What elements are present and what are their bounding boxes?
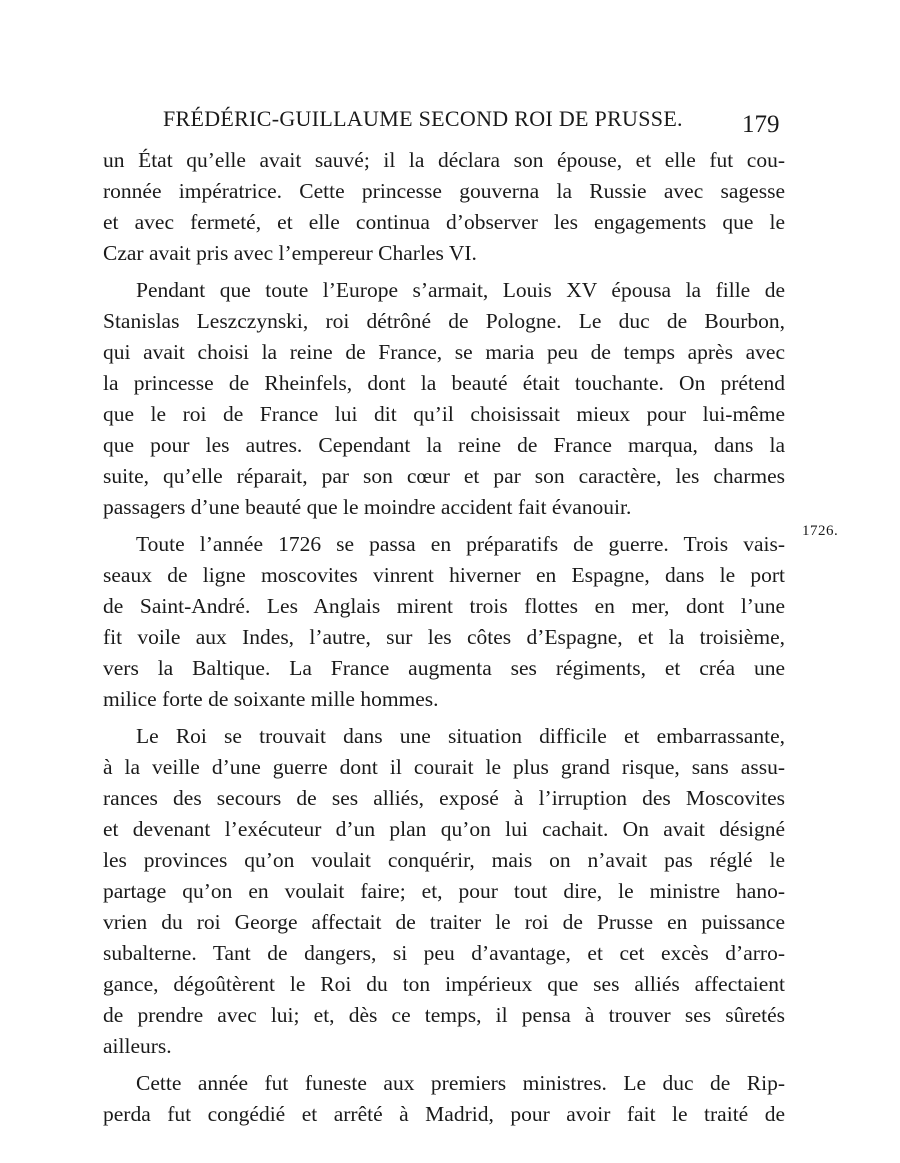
body-text	[103, 145, 785, 1136]
text-line: suite, qu’elle réparait, par son cœur et par son caractère, les charmes	[103, 464, 785, 488]
text-line: que le roi de France lui dit qu’il choisissait mieux pour lui-même	[103, 402, 785, 426]
text-line: vrien du roi George affectait de traiter le roi de Prusse en puissance	[103, 910, 785, 934]
text-line: et devenant l’exécuteur d’un plan qu’on lui cachait. On avait désigné	[103, 817, 785, 841]
paragraph	[103, 529, 785, 715]
text-line: Toute l’année 1726 se passa en préparatifs de guerre. Trois vais-	[136, 532, 785, 556]
text-line: perda fut congédié et arrêté à Madrid, pour avoir fait le traité de	[103, 1102, 785, 1126]
text-line: rances des secours de ses alliés, exposé à l’irruption des Moscovites	[103, 786, 785, 810]
running-title: FRÉDÉRIC-GUILLAUME SECOND ROI DE PRUSSE.	[163, 106, 683, 131]
text-line: que pour les autres. Cependant la reine de France marqua, dans la	[103, 433, 785, 457]
page-number: 179	[742, 111, 780, 138]
text-line: vers la Baltique. La France augmenta ses régiments, et créa une	[103, 656, 785, 680]
text-line: les provinces qu’on voulait conquérir, mais on n’avait pas réglé le	[103, 848, 785, 872]
text-line: Pendant que toute l’Europe s’armait, Louis XV épousa la fille de	[136, 278, 785, 302]
paragraph	[103, 145, 785, 269]
margin-note-year: 1726.	[802, 523, 839, 539]
text-line: Cette année fut funeste aux premiers ministres. Le duc de Rip-	[136, 1071, 785, 1095]
text-line: Czar avait pris avec l’empereur Charles VI.	[103, 241, 477, 265]
text-line: seaux de ligne moscovites vinrent hiverner en Espagne, dans le port	[103, 563, 785, 587]
text-line: de Saint-André. Les Anglais mirent trois flottes en mer, dont l’une	[103, 594, 785, 618]
text-line: de prendre avec lui; et, dès ce temps, il pensa à trouver ses sûretés	[103, 1003, 785, 1027]
text-line: Le Roi se trouvait dans une situation difficile et embarrassante,	[136, 724, 785, 748]
text-line: un État qu’elle avait sauvé; il la déclara son épouse, et elle fut cou-	[103, 148, 785, 172]
paragraph	[103, 275, 785, 523]
text-line: gance, dégoûtèrent le Roi du ton impérieux que ses alliés affectaient	[103, 972, 785, 996]
text-line: à la veille d’une guerre dont il courait le plus grand risque, sans assu-	[103, 755, 785, 779]
text-line: fit voile aux Indes, l’autre, sur les côtes d’Espagne, et la troisième,	[103, 625, 785, 649]
text-line: qui avait choisi la reine de France, se maria peu de temps après avec	[103, 340, 785, 364]
text-line: subalterne. Tant de dangers, si peu d’avantage, et cet excès d’arro-	[103, 941, 785, 965]
paragraph	[103, 721, 785, 1062]
paragraph	[103, 1068, 785, 1130]
text-line: ailleurs.	[103, 1034, 172, 1058]
text-line: milice forte de soixante mille hommes.	[103, 687, 439, 711]
text-line: Stanislas Leszczynski, roi détrôné de Pologne. Le duc de Bourbon,	[103, 309, 785, 333]
text-line: la princesse de Rheinfels, dont la beauté était touchante. On prétend	[103, 371, 785, 395]
text-line: ronnée impératrice. Cette princesse gouverna la Russie avec sagesse	[103, 179, 785, 203]
text-line: partage qu’on en voulait faire; et, pour tout dire, le ministre hano-	[103, 879, 785, 903]
text-line: et avec fermeté, et elle continua d’observer les engagements que le	[103, 210, 785, 234]
text-line: passagers d’une beauté que le moindre accident fait évanouir.	[103, 495, 632, 519]
